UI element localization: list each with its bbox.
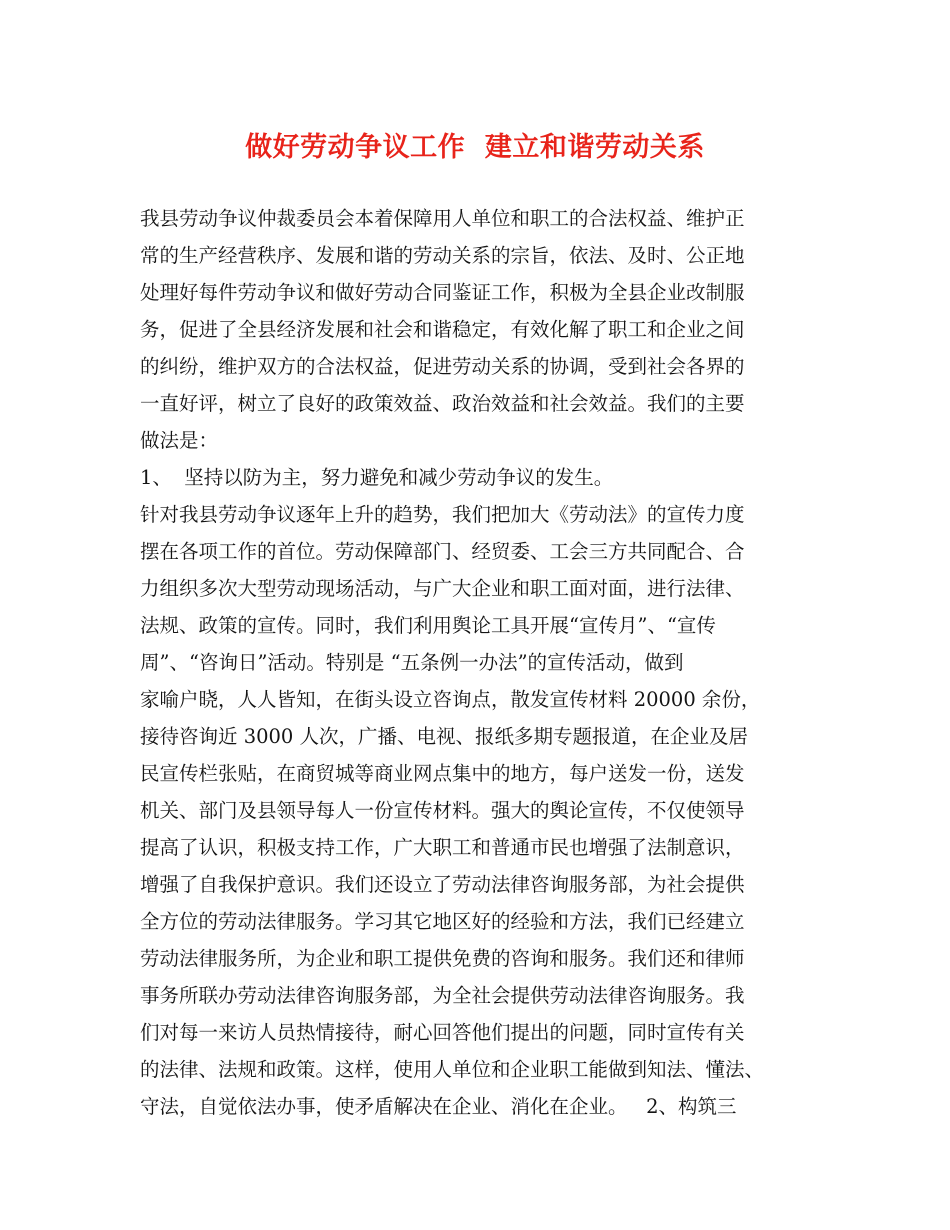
text-line: 民宣传栏张贴，在商贸城等商业网点集中的地方，每户送发一份，送发 bbox=[140, 762, 745, 785]
text-line: 常的生产经营秩序、发展和谐的劳动关系的宗旨，依法、及时、公正地 bbox=[140, 244, 745, 267]
text-line: 接待咨询近 3000 人次，广播、电视、报纸多期专题报道，在企业及居 bbox=[140, 725, 749, 748]
text-line: 我县劳动争议仲裁委员会本着保障用人单位和职工的合法权益、维护正 bbox=[140, 207, 745, 230]
text-line: 法规、政策的宣传。同时，我们利用舆论工具开展“宣传月”、“宣传 bbox=[140, 614, 716, 637]
document-title: 做好劳动争议工作 建立和谐劳动关系 bbox=[245, 132, 705, 163]
text-line: 针对我县劳动争议逐年上升的趋势，我们把加大《劳动法》的宣传力度 bbox=[140, 503, 745, 526]
text-line: 事务所联办劳动法律咨询服务部，为全社会提供劳动法律咨询服务。我 bbox=[140, 984, 745, 1007]
text-line: 提高了认识，积极支持工作，广大职工和普通市民也增强了法制意识， bbox=[140, 836, 745, 859]
text-line: 力组织多次大型劳动现场活动，与广大企业和职工面对面，进行法律、 bbox=[140, 577, 745, 600]
text-line: 增强了自我保护意识。我们还设立了劳动法律咨询服务部，为社会提供 bbox=[140, 873, 745, 896]
text-line: 守法，自觉依法办事，使矛盾解决在企业、消化在企业。 2、构筑三 bbox=[140, 1095, 737, 1118]
text-line: 周”、“咨询日”活动。特别是 “五条例一办法”的宣传活动，做到 bbox=[140, 651, 684, 674]
text-line: 一直好评，树立了良好的政策效益、政治效益和社会效益。我们的主要 bbox=[140, 392, 745, 415]
text-line: 的纠纷，维护双方的合法权益，促进劳动关系的协调，受到社会各界的 bbox=[140, 355, 745, 378]
text-line: 做法是： bbox=[140, 429, 219, 452]
text-line: 1、 坚持以防为主，努力避免和减少劳动争议的发生。 bbox=[140, 466, 614, 489]
text-line: 劳动法律服务所，为企业和职工提供免费的咨询和服务。我们还和律师 bbox=[140, 947, 745, 970]
text-line: 机关、部门及县领导每人一份宣传材料。强大的舆论宣传，不仅使领导 bbox=[140, 799, 745, 822]
text-line: 全方位的劳动法律服务。学习其它地区好的经验和方法，我们已经建立 bbox=[140, 910, 745, 933]
text-line: 家喻户晓，人人皆知，在街头设立咨询点，散发宣传材料 20000 余份， bbox=[140, 688, 761, 711]
text-line: 处理好每件劳动争议和做好劳动合同鉴证工作，积极为全县企业改制服 bbox=[140, 281, 745, 304]
document-body bbox=[140, 200, 820, 1125]
text-line: 们对每一来访人员热情接待，耐心回答他们提出的问题，同时宣传有关 bbox=[140, 1021, 745, 1044]
text-line: 摆在各项工作的首位。劳动保障部门、经贸委、工会三方共同配合、合 bbox=[140, 540, 745, 563]
text-line: 务，促进了全县经济发展和社会和谐稳定，有效化解了职工和企业之间 bbox=[140, 318, 745, 341]
text-line: 的法律、法规和政策。这样，使用人单位和企业职工能做到知法、懂法、 bbox=[140, 1058, 765, 1081]
